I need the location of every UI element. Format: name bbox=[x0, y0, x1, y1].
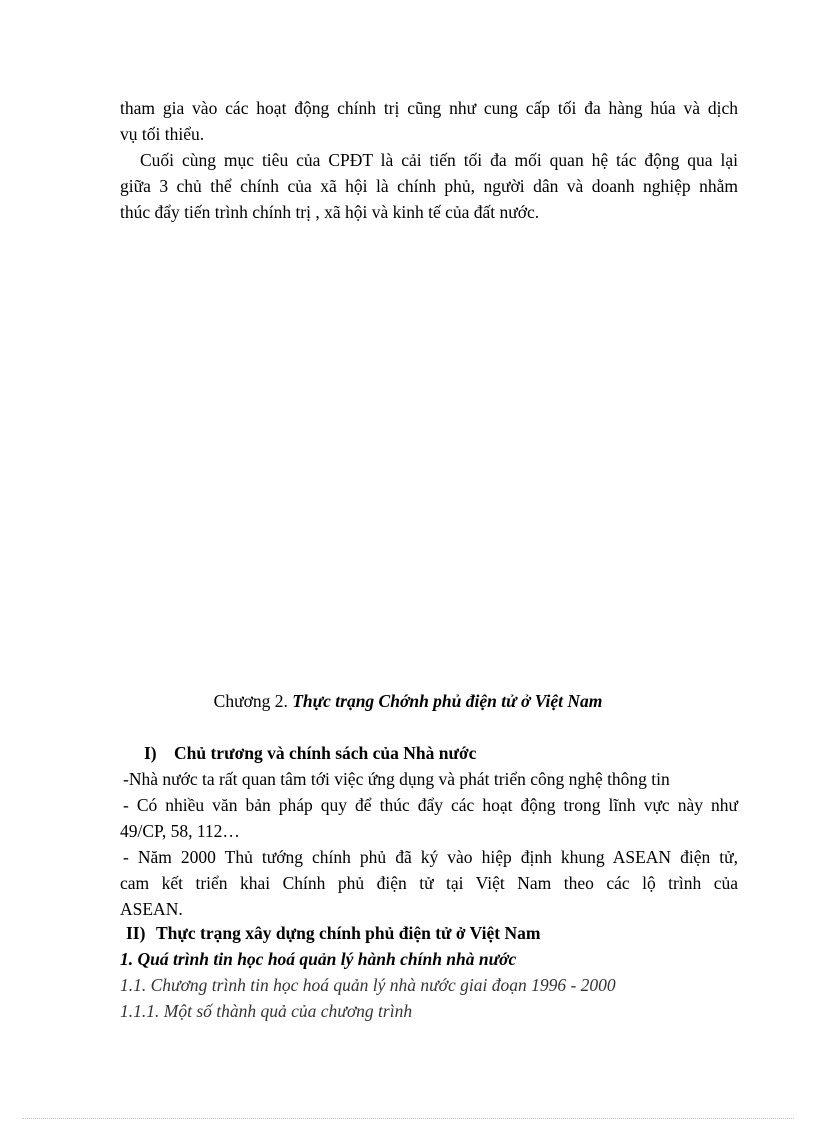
page-bottom-border bbox=[22, 1118, 794, 1119]
chapter-title: Thực trạng Chớnh phủ điện tử ở Việt Nam bbox=[292, 691, 603, 711]
section-1-number: I) bbox=[144, 743, 157, 763]
section-1-paragraph-1: -Nhà nước ta rất quan tâm tới việc ứng dụng và phát triển công nghệ thông tin bbox=[123, 769, 670, 789]
section-1-paragraph-3-line-1: - Năm 2000 Thủ tướng chính phủ đã ký vào hiệp định khung ASEAN điện tử, bbox=[123, 847, 738, 867]
subsection-1-heading: 1. Quá trình tin học hoá quản lý hành chính nhà nước bbox=[120, 949, 517, 969]
intro-line-3: Cuối cùng mục tiêu của CPĐT là cải tiến tối đa mối quan hệ tác động qua lại bbox=[140, 150, 738, 170]
section-2-title: Thực trạng xây dựng chính phủ điện tử ở Việt Nam bbox=[156, 923, 541, 943]
intro-line-2: vụ tối thiểu. bbox=[120, 124, 205, 144]
intro-line-5: thúc đẩy tiến trình chính trị , xã hội và kinh tế của đất nước. bbox=[120, 202, 540, 222]
section-2-number: II) bbox=[126, 923, 146, 943]
subsection-1-1-1-heading: 1.1.1. Một số thành quả của chương trình bbox=[120, 1001, 413, 1021]
section-1-heading bbox=[144, 740, 762, 766]
section-1-paragraph-2-line-2: 49/CP, 58, 112… bbox=[120, 821, 240, 841]
subsection-1-1-heading: 1.1. Chương trình tin học hoá quản lý nhà nước giai đoạn 1996 - 2000 bbox=[120, 975, 616, 995]
section-1-paragraph-3-line-3: ASEAN. bbox=[120, 899, 183, 919]
section-1-paragraph-3-line-2: cam kết triển khai Chính phủ điện tử tại Việt Nam theo các lộ trình của bbox=[120, 873, 738, 893]
section-1-paragraph-2-line-1: - Có nhiều văn bản pháp quy để thúc đẩy các hoạt động trong lĩnh vực này như bbox=[123, 795, 738, 815]
chapter-heading bbox=[0, 688, 816, 714]
intro-line-4: giữa 3 chủ thể chính của xã hội là chính phủ, người dân và doanh nghiệp nhằm bbox=[120, 176, 738, 196]
intro-line-1: tham gia vào các hoạt động chính trị cũng như cung cấp tối đa hàng húa và dịch bbox=[120, 98, 738, 118]
section-1-title: Chủ trương và chính sách của Nhà nước bbox=[174, 743, 477, 763]
chapter-prefix: Chương 2. bbox=[213, 691, 288, 711]
section-2-heading bbox=[126, 920, 744, 946]
